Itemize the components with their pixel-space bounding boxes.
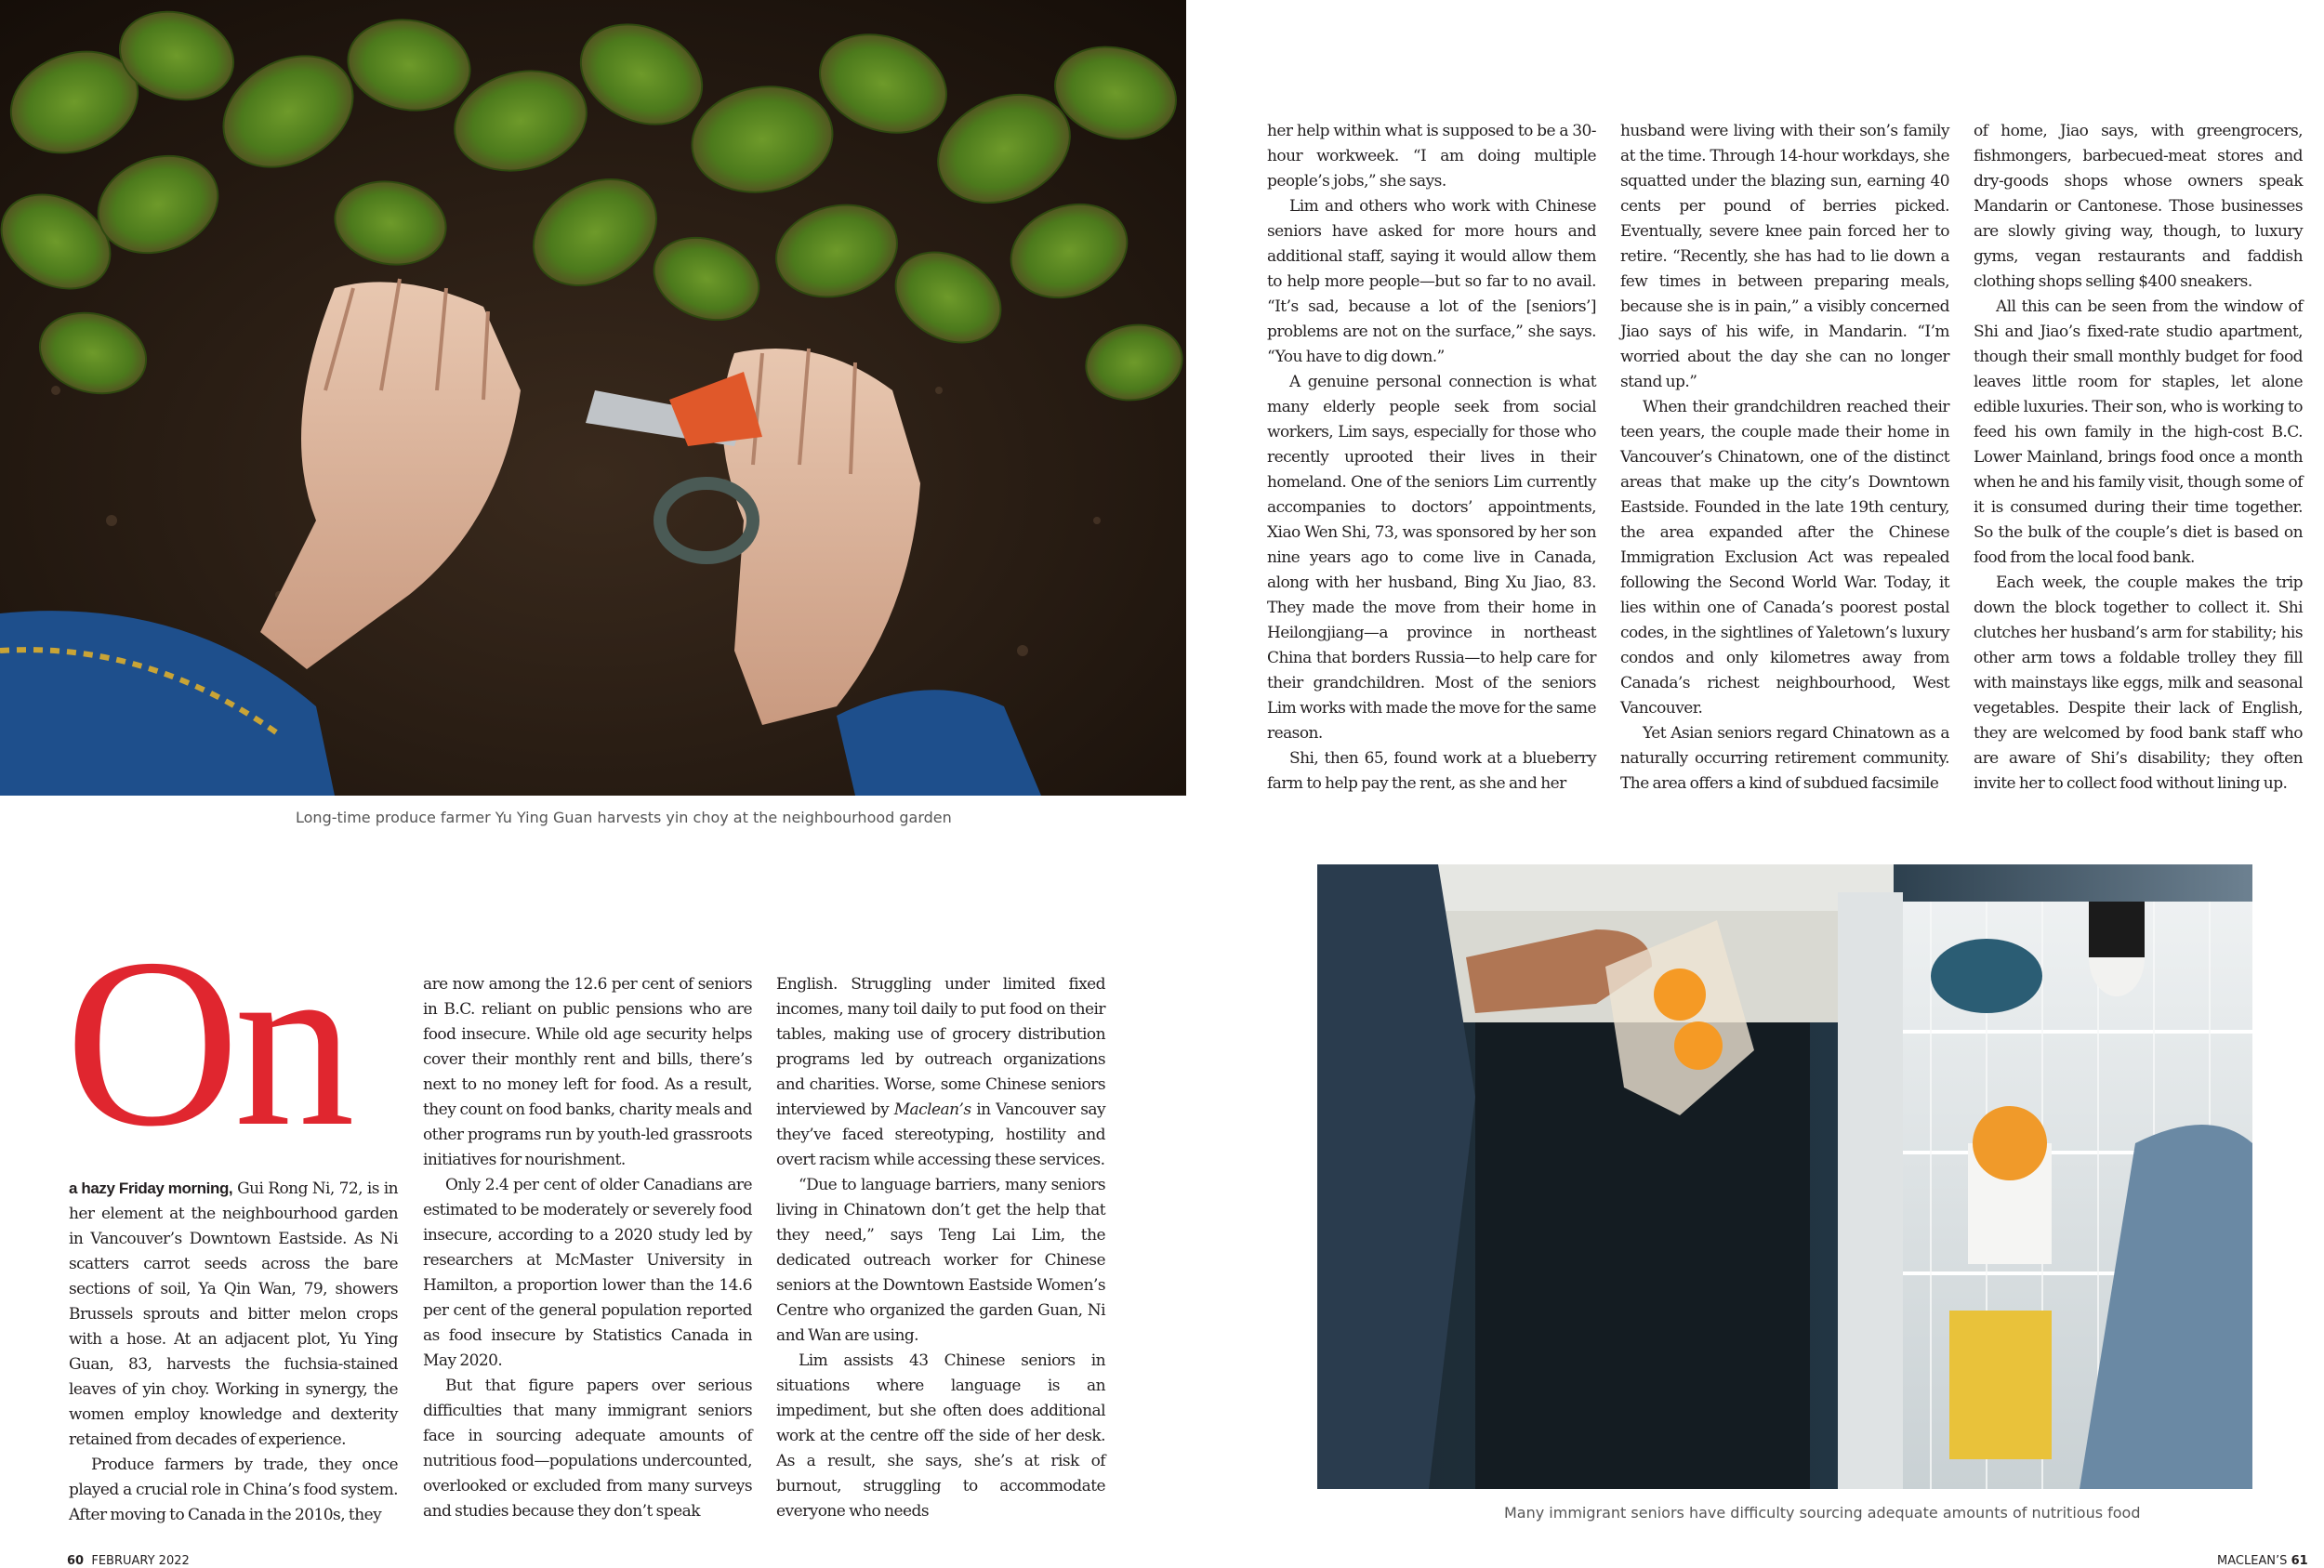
article-column-bottom-2 (423, 972, 752, 1524)
page-folio-left (67, 1554, 190, 1568)
paragraph: When their grandchildren reached their teen years, the couple made their home in Vancouver’s Chinatown, one of the distinct areas that make up the city’s Downtown Eastside. Founded in the late 19th century, the area expanded after the Chinese Immigration Exclusion Act was repealed following the Second World War. Today, it lies within one of Canada’s poorest postal codes, in the sightlines of Yaletown’s luxury condos and only kilometres away from Canada’s richest neighbourhood, West Vancouver. (1620, 398, 1949, 718)
page-number-right: 61 (2291, 1554, 2308, 1568)
article-column-bottom-3 (776, 972, 1105, 1524)
page-folio-right (2217, 1554, 2308, 1568)
drop-cap-heading: On (65, 909, 350, 1177)
photo-caption-top: Long-time produce farmer Yu Ying Guan harvests yin choy at the neighbourhood garden (296, 809, 952, 826)
paragraph: Only 2.4 per cent of older Canadians are estimated to be moderately or severely food insecure, according to a 2020 study led by researchers at McMaster University in Hamilton, a proportion lower than the 14.6 per cent of the general population reported as food insecure by Statistics Canada in May 2020. (423, 1176, 752, 1370)
paragraph: Lim assists 43 Chinese seniors in situations where language is an impediment, but she often does additional work at the centre off the side of her desk. As a result, she says, she’s at risk of burnout, struggling to accommodate everyone who needs (776, 1351, 1105, 1521)
article-column-bottom-1 (69, 1176, 398, 1528)
paragraph: are now among the 12.6 per cent of seniors in B.C. reliant on public pensions who are food insecure. While old age security helps cover their monthly rent and bills, there’s next to no money left for food. As a result, they count on food banks, charity meals and other programs run by youth-led grassroots initiatives for nourishment. (423, 975, 752, 1169)
text-run: English. Struggling under limited fixed incomes, many toil daily to put food on their tables, making use of grocery distribution programs led by outreach organizations and charities. Worse, some Chinese seniors interviewed by (776, 975, 1105, 1119)
article-column-right-1 (1267, 119, 1596, 797)
opening-paragraph (69, 1176, 398, 1453)
paragraph: All this can be seen from the window of Shi and Jiao’s fixed-rate studio apartment, though their small monthly budget for food leaves little room for staples, let alone edible luxuries. Their son, who is working to feed his own family in the high-cost B.C. Lower Mainland, brings food once a month when he and his family visit, though some of it is consumed during their time together. So the bulk of the couple’s diet is based on food from the local food bank. (1974, 297, 2303, 567)
publication-name: Maclean’s (893, 1100, 971, 1119)
paragraph: Lim and others who work with Chinese seniors have asked for more hours and additional staff, saying it would allow them to help more people—but so far to no avail. “It’s sad, because a lot of the [seniors’] problems are not on the surface,” she says. “You have to dig down.” (1267, 197, 1596, 366)
text-run: in Vancouver say they’ve faced stereotyping, hostility and overt racism while accessing these services. (776, 1100, 1106, 1169)
article-column-right-3 (1974, 119, 2303, 797)
paragraph: But that figure papers over serious difficulties that many immigrant seniors face in sourcing adequate amounts of nutritious food—populations undercounted, overlooked or excluded from many surveys and studies because they don’t speak (423, 1377, 752, 1521)
paragraph: Produce farmers by trade, they once played a crucial role in China’s food system. After moving to Canada in the 2010s, they (69, 1456, 398, 1524)
article-column-right-2 (1620, 119, 1949, 797)
paragraph: Each week, the couple makes the trip down the block together to collect it. Shi clutches her husband’s arm for stability; his other arm tows a foldable trolley they fill with mainstays like eggs, milk and seasonal vegetables. Despite their lack of English, they are welcomed by food bank staff who are aware of Shi’s disability; they often invite her to collect food without lining up. (1974, 573, 2303, 793)
lead-in: a hazy Friday morning, (69, 1179, 233, 1197)
fridge-photo (1317, 864, 2252, 1489)
paragraph: “Due to language barriers, many seniors living in Chinatown don’t get the help that they need,” says Teng Lai Lim, the dedicated outreach worker for Chinese seniors at the Downtown Eastside Women’s Centre who organized the garden Guan, Ni and Wan are using. (776, 1176, 1105, 1345)
opening-text: Gui Rong Ni, 72, is in her element at the neighbourhood garden in Vancouver’s Downtown Eastside. As Ni scatters carrot seeds across the bare sections of soil, Ya Qin Wan, 79, showers Brussels sprouts and bitter melon crops with a hose. At an adjacent plot, Yu Ying Guan, 83, harvests the fuchsia-stained leaves of yin choy. Working in synergy, the women employ knowledge and dexterity retained from decades of experience. (69, 1179, 398, 1449)
garden-harvest-photo (0, 0, 1186, 796)
magazine-name: MACLEAN’S (2217, 1554, 2288, 1568)
page-number-left: 60 (67, 1554, 85, 1568)
paragraph: Shi, then 65, found work at a blueberry farm to help pay the rent, as she and her (1267, 749, 1596, 793)
paragraph: Yet Asian seniors regard Chinatown as a naturally occurring retirement community. The area offers a kind of subdued facsimile (1620, 724, 1949, 793)
issue-date: FEBRUARY 2022 (91, 1554, 190, 1568)
paragraph: A genuine personal connection is what many elderly people seek from social workers, Lim says, especially for those who recently uprooted their lives in their homeland. One of the seniors Lim currently accompanies to doctors’ appointments, Xiao Wen Shi, 73, was sponsored by her son nine years ago to come live in Canada, along with her husband, Bing Xu Jiao, 83. They made the move from their home in Heilongjiang—a province in northeast China that borders Russia—to help care for their grandchildren. Most of the seniors Lim works with made the move for the same reason. (1267, 373, 1596, 743)
paragraph: of home, Jiao says, with greengrocers, fishmongers, barbecued-meat stores and dry-goods shops whose owners speak Mandarin or Cantonese. Those businesses are slowly giving way, though, to luxury gyms, vegan restaurants and faddish clothing shops selling $400 sneakers. (1974, 122, 2303, 291)
paragraph: her help within what is supposed to be a 30-hour workweek. “I am doing multiple people’s jobs,” she says. (1267, 122, 1596, 191)
paragraph: husband were living with their son’s family at the time. Through 14-hour workdays, she squatted under the blazing sun, earning 40 cents per pound of berries picked. Eventually, severe knee pain forced her to retire. “Recently, she has had to lie down a few times in between preparing meals, because she is in pain,” a visibly concerned Jiao says of his wife, in Mandarin. “I’m worried about the day she can no longer stand up.” (1620, 122, 1949, 391)
paragraph (776, 972, 1105, 1173)
photo-caption-bottom: Many immigrant seniors have difficulty sourcing adequate amounts of nutritious food (1504, 1504, 2141, 1522)
